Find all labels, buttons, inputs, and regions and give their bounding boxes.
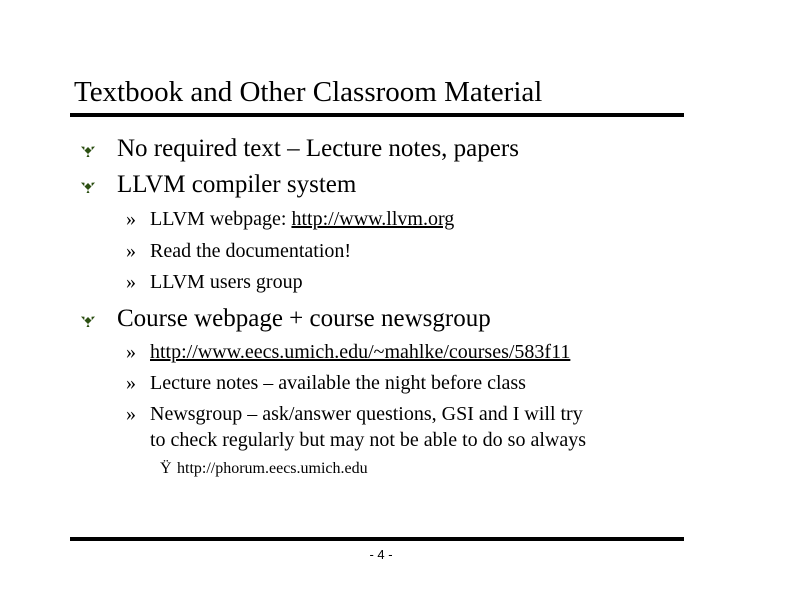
- bullet-text: Course webpage + course newsgroup: [117, 305, 491, 332]
- sub-bullet-prefix: LLVM webpage:: [150, 208, 292, 230]
- sub-bullet-marker: »: [126, 372, 136, 394]
- llvm-link[interactable]: http://www.llvm.org: [291, 208, 455, 230]
- sub-bullet-text: Lecture notes – available the night before class: [150, 372, 526, 394]
- sub-bullet-marker: »: [126, 341, 136, 363]
- slide-title: Textbook and Other Classroom Material: [74, 76, 543, 108]
- diamond-bullet-icon: [80, 134, 96, 164]
- sub-bullet-marker: »: [126, 208, 136, 230]
- title-divider: [70, 113, 684, 117]
- diamond-bullet-icon: [80, 170, 96, 200]
- sub-bullet-text: Newsgroup – ask/answer questions, GSI and I will try: [150, 403, 583, 425]
- sub-bullet-text: to check regularly but may not be able to do so always: [150, 429, 586, 451]
- sub-bullet-marker: »: [126, 271, 136, 293]
- phorum-url[interactable]: http://phorum.eecs.umich.edu: [177, 460, 368, 477]
- diamond-bullet-icon: [80, 304, 96, 334]
- sub-bullet-text: [150, 206, 454, 232]
- sub-bullet-text: Read the documentation!: [150, 240, 352, 262]
- course-webpage-link[interactable]: http://www.eecs.umich.edu/~mahlke/courses/583f11: [150, 341, 571, 363]
- bullet-text: LLVM compiler system: [117, 171, 357, 198]
- sub-sub-bullet-marker: Ÿ: [160, 460, 172, 477]
- sub-bullet-text: LLVM users group: [150, 271, 303, 293]
- bullet-text: No required text – Lecture notes, papers: [117, 135, 519, 162]
- sub-bullet-marker: »: [126, 403, 136, 425]
- footer-divider: [70, 537, 684, 541]
- sub-bullet-marker: »: [126, 240, 136, 262]
- page-number: - 4 -: [369, 547, 393, 562]
